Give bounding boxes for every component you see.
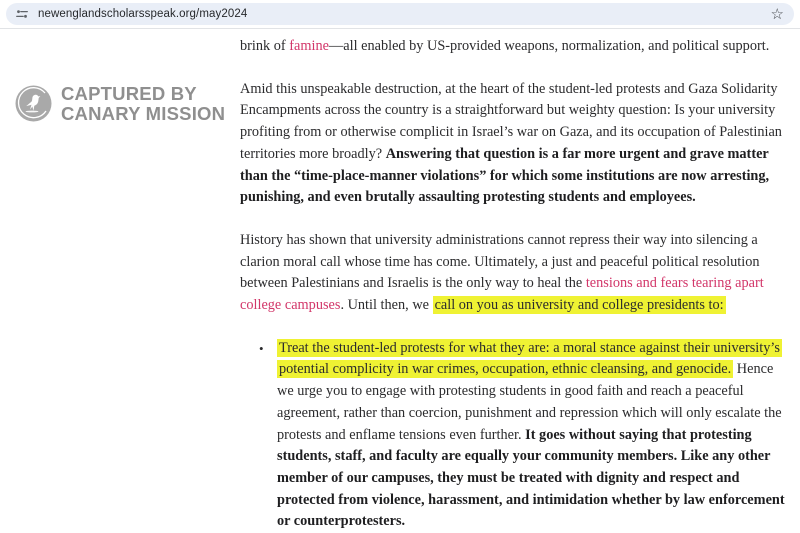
canary-bird-logo-icon (15, 85, 52, 122)
demands-list (240, 338, 793, 533)
paragraph-1-text: brink of (240, 38, 290, 54)
article-paragraph-3 (240, 230, 793, 317)
paragraph-2-bold-text: Answering that question is a far more urgent and grave matter than the “time-place-manner violations” for which some institutions are now arresting, punishing, and even brutally assaulting protesting students and employees. (240, 145, 770, 206)
paragraph-3-text-mid: . Until then, we (340, 297, 433, 314)
canary-mission-watermark (15, 84, 225, 123)
address-bar[interactable] (6, 3, 794, 25)
url-text: newenglandscholarsspeak.org/may2024 (38, 8, 248, 20)
browser-topbar (0, 0, 800, 29)
watermark-line1: CAPTURED BY (61, 83, 197, 104)
bullet-1-text: Hence we urge you to engage with protesting students in good faith and reach a peaceful agreement, rather than coercion, punishment and repression which will only escalate the protests and enflame tensions even further. (277, 361, 782, 443)
article-body (240, 29, 793, 533)
site-info-icon[interactable] (15, 7, 29, 21)
bullet-1-highlighted-text: Treat the student-led protests for what they are: a moral stance against their university’s potential complicity in war crimes, occupation, ethnic cleansing, and genocide. (279, 339, 780, 378)
article-paragraph-1 (240, 36, 793, 58)
article-paragraph-2 (240, 79, 793, 209)
paragraph-2-text: Amid this unspeakable destruction, at the heart of the student-led protests and Gaza Solidarity Encampments across the country is a straightforward but weighty question: Is your university profiting from or otherwise complicit in Israel’s war on Gaza, and its occupation of Palestinian territories more broadly? (240, 80, 782, 162)
paragraph-1-text-after: —all enabled by US-provided weapons, normalization, and political support. (328, 38, 770, 54)
watermark-text (61, 84, 225, 123)
watermark-line2: CANARY MISSION (61, 102, 226, 124)
bullet-1-bold-text: It goes without saying that protesting students, staff, and faculty are equally your community members. Like any other member of our campuses, they must be treated with dignity and respect and protected from violence, harassment, and intimidation whether by law enforcement or counterprotesters. (277, 426, 785, 530)
tensions-link[interactable]: tensions and fears tearing apart college campuses (240, 275, 764, 314)
famine-link[interactable]: famine (289, 38, 329, 54)
demands-list-item-1 (277, 338, 793, 533)
bookmark-star-icon[interactable]: ☆ (770, 5, 784, 23)
paragraph-3-highlighted-text: call on you as university and college presidents to: (434, 297, 724, 314)
paragraph-3-text: History has shown that university administrations cannot repress their way into silencing a clarion moral call whose time has come. Ultimately, a just and peaceful political resolution between Palestinians and Israelis is the only way to heal the (240, 231, 760, 292)
